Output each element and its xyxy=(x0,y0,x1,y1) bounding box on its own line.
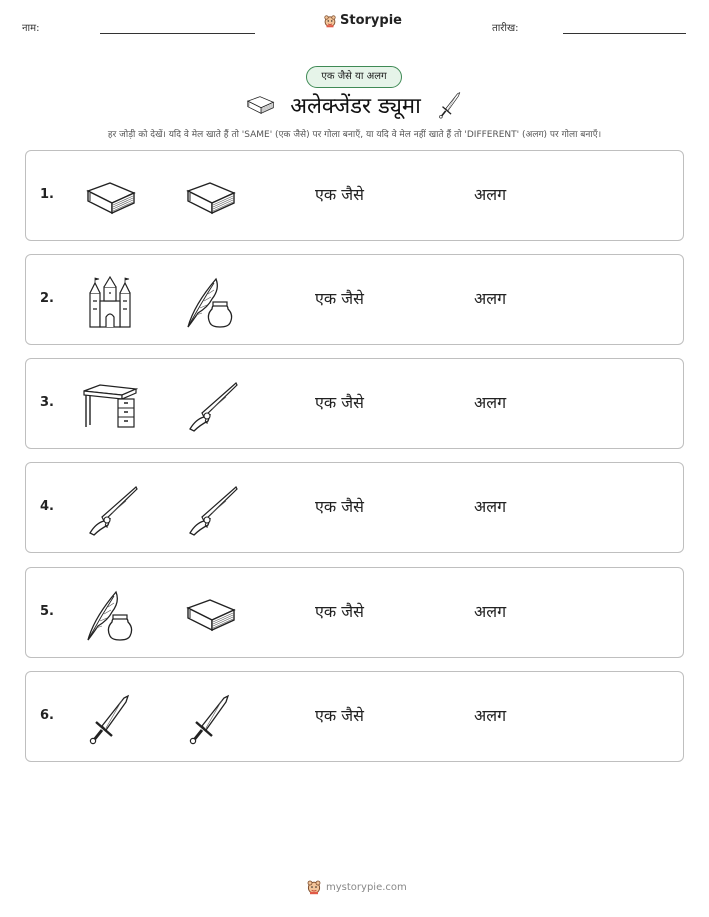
question-number: 5. xyxy=(40,604,54,619)
book-icon xyxy=(182,171,238,225)
page-title: अलेक्जेंडर ड्यूमा xyxy=(290,94,421,119)
castle-icon xyxy=(82,275,138,329)
different-option[interactable]: अलग xyxy=(474,706,507,725)
title-row xyxy=(0,90,709,120)
question-row-1 xyxy=(25,150,684,241)
storypie-logo xyxy=(323,13,402,28)
same-option[interactable]: एक जैसे xyxy=(315,393,364,412)
question-row-6 xyxy=(25,671,684,762)
mascot-icon xyxy=(323,14,337,28)
question-row-2 xyxy=(25,254,684,345)
sword-icon xyxy=(435,90,465,120)
same-option[interactable]: एक जैसे xyxy=(315,289,364,308)
footer xyxy=(306,879,407,895)
different-option[interactable]: अलग xyxy=(474,289,507,308)
book-icon xyxy=(82,171,138,225)
different-option[interactable]: अलग xyxy=(474,497,507,516)
question-row-3 xyxy=(25,358,684,449)
question-number: 2. xyxy=(40,291,54,306)
desk-icon xyxy=(82,379,138,433)
question-row-5 xyxy=(25,567,684,658)
book-icon xyxy=(182,588,238,642)
brand-name: Storypie xyxy=(340,13,402,28)
same-option[interactable]: एक जैसे xyxy=(315,706,364,725)
quill-inkpot-icon xyxy=(82,588,138,642)
date-line[interactable] xyxy=(563,33,686,34)
mascot-icon xyxy=(306,879,322,895)
question-number: 4. xyxy=(40,499,54,514)
instructions: हर जोड़ी को देखें। यदि वे मेल खाते हैं तो 'SAME' (एक जैसे) पर गोला बनाएँ, या यदि वे मेल नहीं खाते हैं तो 'DIFFERENT' (अलग) पर गोला बनाएँ। xyxy=(107,130,602,140)
different-option[interactable]: अलग xyxy=(474,393,507,412)
musket-icon xyxy=(182,483,238,537)
footer-website[interactable]: mystorypie.com xyxy=(326,881,407,893)
question-number: 6. xyxy=(40,708,54,723)
question-number: 3. xyxy=(40,395,54,410)
same-option[interactable]: एक जैसे xyxy=(315,185,364,204)
same-option[interactable]: एक जैसे xyxy=(315,497,364,516)
musket-icon xyxy=(182,379,238,433)
question-row-4 xyxy=(25,462,684,553)
different-option[interactable]: अलग xyxy=(474,185,507,204)
quill-inkpot-icon xyxy=(182,275,238,329)
name-line[interactable] xyxy=(100,33,255,34)
question-number: 1. xyxy=(40,187,54,202)
musket-icon xyxy=(82,483,138,537)
name-label: नाम: xyxy=(22,23,40,34)
book-icon xyxy=(244,90,276,120)
sword-icon xyxy=(82,692,138,746)
sword-icon xyxy=(182,692,238,746)
worksheet-type-badge: एक जैसे या अलग xyxy=(306,66,402,88)
same-option[interactable]: एक जैसे xyxy=(315,602,364,621)
date-label: तारीख: xyxy=(492,23,519,34)
different-option[interactable]: अलग xyxy=(474,602,507,621)
